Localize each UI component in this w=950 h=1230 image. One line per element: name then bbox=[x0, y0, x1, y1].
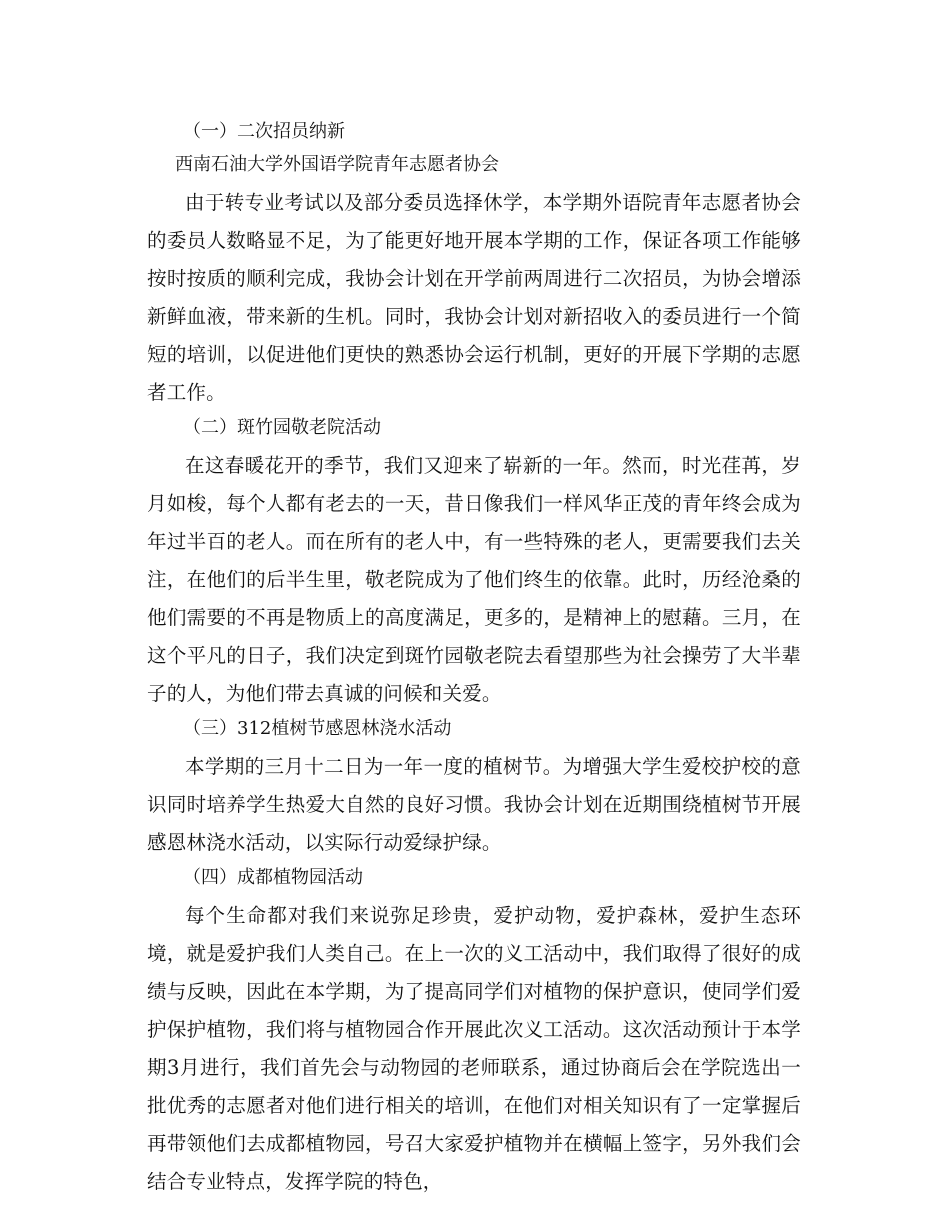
section-heading-2: （二）斑竹园敬老院活动 bbox=[183, 417, 381, 438]
section-heading-3: （三）312植树节感恩林浇水活动 bbox=[183, 718, 452, 739]
organization-name: 西南石油大学外国语学院青年志愿者协会 bbox=[175, 154, 499, 175]
paragraph-1: 由于转专业考试以及部分委员选择休学，本学期外语院青年志愿者协会的委员人数略显不足，为了能更好地开展本学期的工作，保证各项工作能够按时按质的顺利完成，我协会计划在开学前两周进行二次招员，为协会增添新鲜血液，带来新的生机。同时，我协会计划对新招收入的委员进行一个简短的培训，以促进他们更快的熟悉协会运行机制，更好的开展下学期的志愿者工作。 bbox=[147, 191, 801, 404]
document-body bbox=[147, 118, 801, 1203]
section-heading-1: （一）二次招员纳新 bbox=[183, 121, 345, 142]
paragraph-3: 本学期的三月十二日为一年一度的植树节。为增强大学生爱校护校的意识同时培养学生热爱大自然的良好习惯。我协会计划在近期围绕植树节开展感恩林浇水活动，以实际行动爱绿护绿。 bbox=[147, 755, 801, 854]
section-heading-4: （四）成都植物园活动 bbox=[183, 867, 363, 888]
paragraph-4: 每个生命都对我们来说弥足珍贵，爱护动物，爱护森林，爱护生态环境，就是爱护我们人类自己。在上一次的义工活动中，我们取得了很好的成绩与反映，因此在本学期，为了提高同学们对植物的保护意识，使同学们爱护保护植物，我们将与植物园合作开展此次义工活动。这次活动预计于本学期3月进行，我们首先会与动物园的老师联系，通过协商后会在学院选出一批优秀的志愿者对他们进行相关的培训，在他们对相关知识有了一定掌握后再带领他们去成都植物园，号召大家爱护植物并在横幅上签字，另外我们会结合专业特点，发挥学院的特色， bbox=[147, 904, 801, 1193]
paragraph-2: 在这春暖花开的季节，我们又迎来了崭新的一年。然而，时光荏苒，岁月如梭，每个人都有老去的一天，昔日像我们一样风华正茂的青年终会成为年过半百的老人。而在所有的老人中，有一些特殊的老人，更需要我们去关注，在他们的后半生里，敬老院成为了他们终生的依靠。此时，历经沧桑的他们需要的不再是物质上的高度满足，更多的，是精神上的慰藉。三月，在这个平凡的日子，我们决定到斑竹园敬老院去看望那些为社会操劳了大半辈子的人，为他们带去真诚的问候和关爱。 bbox=[147, 454, 801, 705]
